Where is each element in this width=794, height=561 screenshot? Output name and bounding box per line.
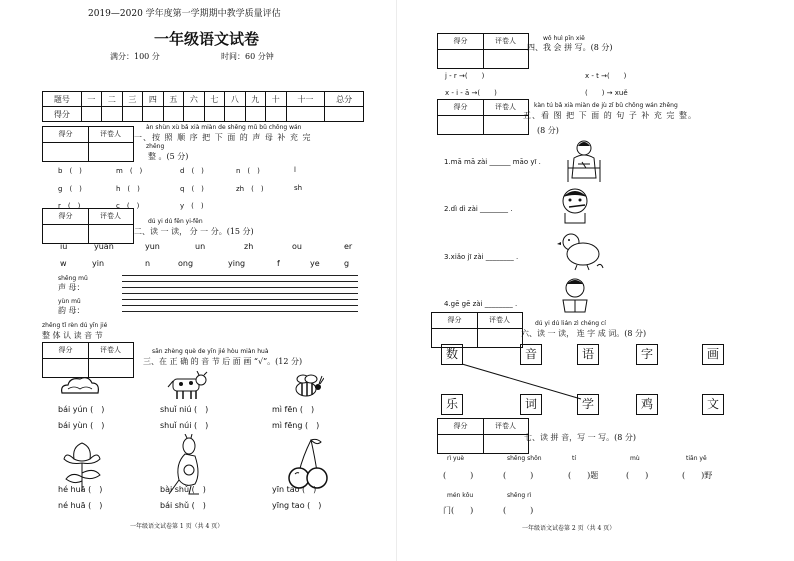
answer-line[interactable] <box>122 299 358 300</box>
s2-syllable: iu <box>60 242 68 251</box>
s2-syllable: ou <box>292 242 302 251</box>
score-cell[interactable] <box>325 107 364 122</box>
s3-choice-item[interactable]: bái yùn ( ) <box>58 421 105 430</box>
s3-choice-item[interactable]: bài shǔ ( ) <box>160 485 206 494</box>
s3-pre-pinyin: zhěng tǐ rèn dú yīn jié <box>42 322 108 329</box>
score-cell[interactable] <box>102 107 122 122</box>
s7-pinyin: mén kǒu <box>447 492 474 499</box>
full-score: 满分：100 分 <box>110 52 160 61</box>
s6-char-bottom[interactable]: 词 <box>520 394 542 415</box>
s1-blank-item[interactable]: n ( ) <box>236 167 260 175</box>
exam-page-2 <box>397 0 794 561</box>
s5-pinyin: kàn tú bǎ xià miàn de jù zǐ bǔ chōng wán zhěng <box>534 102 678 109</box>
s4-item-3[interactable]: x - i - ā →( ) <box>445 89 497 97</box>
s4-item-2[interactable]: x - t →( ) <box>585 72 627 80</box>
s2-syllable: yuan <box>94 242 114 251</box>
s6-char-bottom[interactable]: 学 <box>577 394 599 415</box>
shengmu-pinyin: shēng mǔ <box>58 275 88 282</box>
s1-blank-item[interactable]: g ( ) <box>58 185 82 193</box>
s5-score: (8 分) <box>537 126 559 135</box>
s2-syllable: yin <box>92 259 105 268</box>
exam-time: 时间：60 分钟 <box>221 52 274 61</box>
s1-instruction-2: 整 。(5 分) <box>148 152 189 161</box>
s2-syllable: g <box>344 259 350 268</box>
cow-icon <box>165 371 209 401</box>
s7-answer[interactable]: ( ) <box>503 506 534 515</box>
s6-char-bottom[interactable]: 乐 <box>441 394 463 415</box>
s2-pinyin: dú yi dú fēn yi-fēn <box>148 218 203 225</box>
s7-answer[interactable]: ( ) <box>443 471 474 480</box>
grader-box-1: 得分 评卷人 <box>42 126 134 162</box>
s2-syllable: zh <box>244 242 254 251</box>
s1-blank-item[interactable]: b ( ) <box>58 167 82 175</box>
score-cell[interactable] <box>245 107 265 122</box>
page-footer-1: 一年级语文试卷第 1 页（共 4 页） <box>130 523 224 530</box>
answer-line[interactable] <box>122 293 358 294</box>
s6-char-top[interactable]: 字 <box>636 344 658 365</box>
bee-icon <box>290 371 324 401</box>
s2-syllable: f <box>277 259 280 268</box>
score-cell[interactable] <box>81 107 101 122</box>
score-header-cell: 题号 <box>43 92 82 107</box>
score-cell[interactable] <box>204 107 224 122</box>
s5-instruction: 五、看 图 把 下 面 的 句 子 补 充 完 整。 <box>523 111 697 120</box>
score-header-cell: 三 <box>122 92 142 107</box>
s3-choice-item[interactable]: hé huā ( ) <box>58 485 103 494</box>
s5-sentence-1[interactable]: 1.mā mā zài ______ māo yī . <box>444 158 541 166</box>
s2-syllable: er <box>344 242 353 251</box>
score-header-cell: 九 <box>245 92 265 107</box>
s7-answer[interactable]: ( ) <box>626 471 649 480</box>
score-header-cell: 二 <box>102 92 122 107</box>
s1-blank-item[interactable]: m ( ) <box>116 167 143 175</box>
grader-box-4: 得分 评卷人 <box>437 33 529 69</box>
exam-title: 一年级语文试卷 <box>154 30 260 48</box>
score-table <box>42 91 364 122</box>
s3-choice-item[interactable]: mì fēng ( ) <box>272 421 320 430</box>
answer-line[interactable] <box>122 275 358 276</box>
s1-blank-item[interactable]: y ( ) <box>180 202 204 210</box>
s3-choice-item[interactable]: shuǐ núi ( ) <box>160 421 209 430</box>
s2-syllable: ye <box>310 259 320 268</box>
s1-blank-item[interactable]: d ( ) <box>180 167 204 175</box>
s6-char-bottom[interactable]: 鸡 <box>636 394 658 415</box>
s1-blank-item[interactable]: sh <box>294 184 303 192</box>
s7-pinyin: shēng shōn <box>507 455 542 462</box>
s7-instruction: 七、读 拼 音，写 一 写。(8 分) <box>524 433 637 442</box>
s2-syllable: n <box>145 259 151 268</box>
s3-pre-text: 整 体 认 读 音 节 <box>42 331 103 340</box>
exam-header: 2019—2020 学年度第一学期期中教学质量评估 <box>88 9 281 19</box>
s5-sentence-2[interactable]: 2.dì dì zài ________ . <box>444 205 513 213</box>
s1-blank-item[interactable]: l <box>294 166 296 174</box>
s2-instruction: 二、读 一 读， 分 一 分。(15 分) <box>134 227 254 236</box>
s6-char-top[interactable]: 音 <box>520 344 542 365</box>
s6-char-top[interactable]: 语 <box>577 344 599 365</box>
s3-pinyin: sān zhèng què de yīn jié hòu miàn huà <box>152 348 269 355</box>
s4-item-1[interactable]: j - r →( ) <box>445 72 485 80</box>
grader-box-7: 得分 评卷人 <box>437 418 529 454</box>
s1-pinyin: àn shùn xù bǎ xià miàn de shēng mǔ bǔ chōng wán <box>146 124 302 131</box>
s6-char-top[interactable]: 数 <box>441 344 463 365</box>
s7-pinyin: mù <box>630 455 640 462</box>
score-cell[interactable] <box>143 107 163 122</box>
answer-line[interactable] <box>122 287 358 288</box>
s4-instruction: 四、我 会 拼 写。(8 分) <box>527 43 613 52</box>
score-header-cell: 七 <box>204 92 224 107</box>
yunmu-label: 韵 母： <box>58 306 85 315</box>
answer-line[interactable] <box>122 311 358 312</box>
s2-syllable: ong <box>178 259 194 268</box>
s3-choice-item[interactable]: bái shǔ ( ) <box>160 501 206 510</box>
s7-answer[interactable]: ( ) <box>503 471 534 480</box>
s1-blank-item[interactable]: zh ( ) <box>236 185 264 193</box>
s7-pinyin: shēng rì <box>507 492 532 499</box>
score-header-cell: 六 <box>184 92 204 107</box>
s1-blank-item[interactable]: r ( ) <box>58 202 81 210</box>
score-row-label: 得分 <box>43 107 82 122</box>
s7-answer[interactable]: ( )野 <box>682 471 713 480</box>
score-cell[interactable] <box>184 107 204 122</box>
cloud-icon <box>58 373 102 399</box>
s4-item-4[interactable]: ( ) → xuě <box>585 89 628 97</box>
s3-instruction: 三、在 正 确 的 音 节 后 面 画 “√”。(12 分) <box>143 357 303 366</box>
score-cell[interactable] <box>163 107 183 122</box>
s7-answer[interactable]: 门( ) <box>443 506 474 515</box>
s2-syllable: ying <box>228 259 246 268</box>
score-header-cell: 十 <box>266 92 286 107</box>
grader-box-2: 得分 评卷人 <box>42 208 134 244</box>
answer-line[interactable] <box>122 281 358 282</box>
s7-pinyin: rì yuè <box>447 455 465 462</box>
s6-char-bottom[interactable]: 文 <box>702 394 724 415</box>
s3-choice-item[interactable]: yīng tao ( ) <box>272 501 322 510</box>
score-cell[interactable] <box>266 107 286 122</box>
s3-choice-item[interactable]: né huā ( ) <box>58 501 103 510</box>
s3-choice-item[interactable]: shuǐ niú ( ) <box>160 405 209 414</box>
score-cell[interactable] <box>122 107 142 122</box>
score-header-cell: 五 <box>163 92 183 107</box>
s1-blank-item[interactable]: h ( ) <box>116 185 140 193</box>
s2-syllable: un <box>195 242 206 251</box>
s1-blank-item[interactable]: c ( ) <box>116 202 140 210</box>
s3-choice-item[interactable]: mì fēn ( ) <box>272 405 315 414</box>
score-cell[interactable] <box>286 107 325 122</box>
score-header-cell: 总分 <box>325 92 364 107</box>
score-header-cell: 十一 <box>286 92 325 107</box>
score-cell[interactable] <box>225 107 245 122</box>
grader-box-5: 得分 评卷人 <box>437 99 529 135</box>
s5-sentence-4[interactable]: 4.gē gē zài ________ . <box>444 300 518 308</box>
s6-char-top[interactable]: 画 <box>702 344 724 365</box>
s2-syllable: yun <box>145 242 160 251</box>
s2-syllable: w <box>60 259 67 268</box>
s5-sentence-3[interactable]: 3.xiǎo jī zài ________ . <box>444 253 519 261</box>
s6-pinyin: dú yi dú lián zì chéng cí <box>535 320 606 327</box>
score-header-cell: 四 <box>143 92 163 107</box>
s1-pinyin-2: zhěng <box>146 143 165 150</box>
s1-blank-item[interactable]: q ( ) <box>180 185 204 193</box>
score-header-cell: 八 <box>225 92 245 107</box>
s3-choice-item[interactable]: bái yún ( ) <box>58 405 105 414</box>
s6-instruction: 六、读 一 读， 连 字 成 词。(8 分) <box>521 329 647 338</box>
page-footer-2: 一年级语文试卷第 2 页（共 4 页） <box>522 525 616 532</box>
s7-pinyin: tí <box>572 455 577 462</box>
answer-line[interactable] <box>122 305 358 306</box>
shengmu-label: 声 母： <box>58 283 85 292</box>
grader-box-3: 得分 评卷人 <box>42 342 134 378</box>
s7-pinyin: tiān yě <box>686 455 707 462</box>
s7-answer[interactable]: ( )题 <box>568 471 599 480</box>
score-header-cell: 一 <box>81 92 101 107</box>
s1-instruction: 一、按 照 顺 序 把 下 面 的 声 母 补 充 完 <box>134 133 312 142</box>
yunmu-pinyin: yùn mǔ <box>58 298 81 305</box>
s3-choice-item[interactable]: yīn tao ( ) <box>272 485 317 494</box>
s4-pinyin: wǒ huì pīn xiě <box>543 35 585 42</box>
grader-box-6: 得分 评卷人 <box>431 312 523 348</box>
